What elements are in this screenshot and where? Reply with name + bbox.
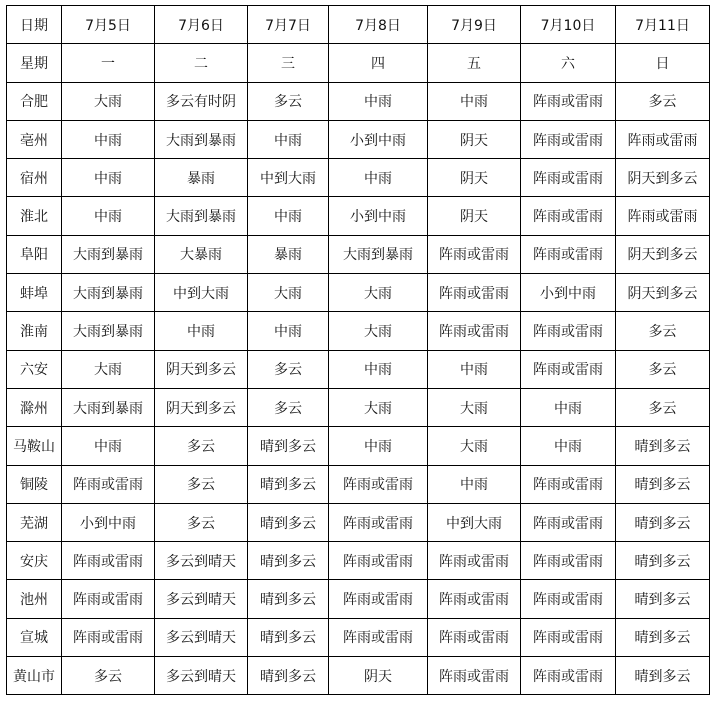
forecast-cell: 阵雨或雷雨 <box>62 465 155 503</box>
forecast-cell: 大雨 <box>329 388 428 426</box>
date-cell: 7月9日 <box>428 6 521 44</box>
forecast-cell: 多云到晴天 <box>155 580 248 618</box>
forecast-cell: 晴到多云 <box>616 580 710 618</box>
forecast-cell: 中雨 <box>62 159 155 197</box>
city-row <box>7 82 710 120</box>
forecast-cell: 多云有时阴 <box>155 82 248 120</box>
city-row <box>7 542 710 580</box>
city-row <box>7 580 710 618</box>
forecast-cell: 阵雨或雷雨 <box>616 197 710 235</box>
forecast-cell: 中雨 <box>248 120 329 158</box>
forecast-cell: 小到中雨 <box>62 503 155 541</box>
forecast-cell: 大雨到暴雨 <box>155 197 248 235</box>
forecast-cell: 中雨 <box>329 159 428 197</box>
weekday-label-cell: 星期 <box>7 44 62 82</box>
forecast-cell: 晴到多云 <box>616 542 710 580</box>
forecast-cell: 大雨 <box>329 312 428 350</box>
forecast-cell: 阵雨或雷雨 <box>62 542 155 580</box>
city-name-cell: 阜阳 <box>7 235 62 273</box>
date-cell: 7月11日 <box>616 6 710 44</box>
forecast-cell: 多云 <box>616 312 710 350</box>
city-name-cell: 宣城 <box>7 618 62 656</box>
forecast-cell: 晴到多云 <box>616 427 710 465</box>
forecast-cell: 阵雨或雷雨 <box>428 312 521 350</box>
forecast-cell: 多云 <box>248 388 329 426</box>
weekday-cell: 日 <box>616 44 710 82</box>
forecast-cell: 中到大雨 <box>428 503 521 541</box>
forecast-cell: 阴天 <box>329 657 428 695</box>
forecast-cell: 多云到晴天 <box>155 618 248 656</box>
forecast-cell: 多云 <box>248 350 329 388</box>
forecast-cell: 大雨 <box>428 388 521 426</box>
forecast-cell: 阴天 <box>428 197 521 235</box>
forecast-cell: 阴天到多云 <box>616 274 710 312</box>
forecast-cell: 大雨 <box>248 274 329 312</box>
forecast-cell: 中雨 <box>62 197 155 235</box>
city-name-cell: 芜湖 <box>7 503 62 541</box>
city-name-cell: 蚌埠 <box>7 274 62 312</box>
weekday-cell: 六 <box>521 44 616 82</box>
forecast-cell: 中雨 <box>428 465 521 503</box>
forecast-cell: 阵雨或雷雨 <box>521 82 616 120</box>
forecast-cell: 中雨 <box>428 350 521 388</box>
city-name-cell: 滁州 <box>7 388 62 426</box>
forecast-cell: 大雨 <box>62 350 155 388</box>
forecast-cell: 阴天到多云 <box>616 235 710 273</box>
date-cell: 7月6日 <box>155 6 248 44</box>
weekday-header-row <box>7 44 710 82</box>
forecast-cell: 阵雨或雷雨 <box>329 542 428 580</box>
city-row <box>7 503 710 541</box>
forecast-cell: 多云 <box>616 388 710 426</box>
forecast-cell: 阵雨或雷雨 <box>521 159 616 197</box>
forecast-cell: 多云 <box>155 465 248 503</box>
forecast-cell: 阵雨或雷雨 <box>616 120 710 158</box>
forecast-cell: 晴到多云 <box>248 503 329 541</box>
city-name-cell: 亳州 <box>7 120 62 158</box>
forecast-cell: 中雨 <box>329 427 428 465</box>
forecast-cell: 大雨到暴雨 <box>62 388 155 426</box>
forecast-cell: 大雨到暴雨 <box>155 120 248 158</box>
forecast-cell: 阴天到多云 <box>616 159 710 197</box>
forecast-cell: 晴到多云 <box>248 580 329 618</box>
forecast-cell: 阵雨或雷雨 <box>521 503 616 541</box>
weekday-cell: 一 <box>62 44 155 82</box>
forecast-cell: 暴雨 <box>248 235 329 273</box>
forecast-cell: 晴到多云 <box>616 618 710 656</box>
city-name-cell: 池州 <box>7 580 62 618</box>
forecast-cell: 阵雨或雷雨 <box>428 618 521 656</box>
forecast-cell: 多云 <box>616 350 710 388</box>
forecast-cell: 阴天 <box>428 159 521 197</box>
forecast-cell: 大雨到暴雨 <box>62 312 155 350</box>
forecast-cell: 阵雨或雷雨 <box>521 657 616 695</box>
forecast-cell: 阵雨或雷雨 <box>428 657 521 695</box>
date-header-row <box>7 6 710 44</box>
forecast-cell: 阵雨或雷雨 <box>521 580 616 618</box>
forecast-cell: 阵雨或雷雨 <box>521 120 616 158</box>
forecast-cell: 暴雨 <box>155 159 248 197</box>
forecast-cell: 小到中雨 <box>521 274 616 312</box>
forecast-cell: 中雨 <box>329 82 428 120</box>
weather-forecast-table <box>6 5 710 695</box>
forecast-cell: 阵雨或雷雨 <box>521 465 616 503</box>
city-name-cell: 铜陵 <box>7 465 62 503</box>
city-row <box>7 159 710 197</box>
forecast-cell: 多云 <box>155 427 248 465</box>
forecast-cell: 大雨到暴雨 <box>62 274 155 312</box>
forecast-cell: 中到大雨 <box>155 274 248 312</box>
forecast-cell: 中雨 <box>521 427 616 465</box>
city-row <box>7 235 710 273</box>
forecast-cell: 晴到多云 <box>248 657 329 695</box>
weekday-cell: 二 <box>155 44 248 82</box>
forecast-cell: 中到大雨 <box>248 159 329 197</box>
forecast-cell: 小到中雨 <box>329 120 428 158</box>
forecast-cell: 阵雨或雷雨 <box>329 618 428 656</box>
forecast-cell: 阵雨或雷雨 <box>521 197 616 235</box>
city-row <box>7 657 710 695</box>
forecast-cell: 阵雨或雷雨 <box>329 580 428 618</box>
forecast-cell: 晴到多云 <box>248 618 329 656</box>
forecast-cell: 中雨 <box>62 427 155 465</box>
forecast-cell: 中雨 <box>62 120 155 158</box>
forecast-cell: 多云 <box>62 657 155 695</box>
city-row <box>7 427 710 465</box>
weekday-cell: 四 <box>329 44 428 82</box>
forecast-cell: 中雨 <box>248 312 329 350</box>
forecast-cell: 阵雨或雷雨 <box>62 580 155 618</box>
forecast-cell: 阵雨或雷雨 <box>329 465 428 503</box>
forecast-cell: 多云 <box>155 503 248 541</box>
forecast-cell: 阵雨或雷雨 <box>428 274 521 312</box>
forecast-cell: 大暴雨 <box>155 235 248 273</box>
forecast-cell: 大雨 <box>428 427 521 465</box>
city-row <box>7 274 710 312</box>
forecast-cell: 多云到晴天 <box>155 542 248 580</box>
city-name-cell: 合肥 <box>7 82 62 120</box>
forecast-cell: 阵雨或雷雨 <box>521 618 616 656</box>
forecast-cell: 阵雨或雷雨 <box>521 235 616 273</box>
forecast-cell: 晴到多云 <box>248 542 329 580</box>
city-row <box>7 388 710 426</box>
date-cell: 7月7日 <box>248 6 329 44</box>
city-name-cell: 淮南 <box>7 312 62 350</box>
date-cell: 7月5日 <box>62 6 155 44</box>
forecast-cell: 阴天到多云 <box>155 350 248 388</box>
city-name-cell: 宿州 <box>7 159 62 197</box>
forecast-cell: 阵雨或雷雨 <box>428 580 521 618</box>
forecast-cell: 阵雨或雷雨 <box>428 235 521 273</box>
forecast-cell: 晴到多云 <box>248 465 329 503</box>
forecast-cell: 大雨 <box>329 274 428 312</box>
date-label-cell: 日期 <box>7 6 62 44</box>
forecast-cell: 晴到多云 <box>248 427 329 465</box>
forecast-cell: 小到中雨 <box>329 197 428 235</box>
forecast-cell: 多云 <box>616 82 710 120</box>
forecast-cell: 阵雨或雷雨 <box>329 503 428 541</box>
forecast-cell: 中雨 <box>155 312 248 350</box>
weekday-cell: 五 <box>428 44 521 82</box>
city-row <box>7 312 710 350</box>
forecast-cell: 中雨 <box>521 388 616 426</box>
forecast-cell: 多云 <box>248 82 329 120</box>
city-name-cell: 安庆 <box>7 542 62 580</box>
city-row <box>7 465 710 503</box>
forecast-table-body <box>7 6 710 695</box>
city-name-cell: 马鞍山 <box>7 427 62 465</box>
forecast-cell: 中雨 <box>329 350 428 388</box>
weekday-cell: 三 <box>248 44 329 82</box>
forecast-cell: 阵雨或雷雨 <box>62 618 155 656</box>
city-row <box>7 120 710 158</box>
forecast-cell: 大雨到暴雨 <box>62 235 155 273</box>
forecast-cell: 阴天到多云 <box>155 388 248 426</box>
forecast-cell: 阵雨或雷雨 <box>521 312 616 350</box>
city-name-cell: 淮北 <box>7 197 62 235</box>
forecast-cell: 中雨 <box>248 197 329 235</box>
forecast-cell: 中雨 <box>428 82 521 120</box>
city-row <box>7 350 710 388</box>
date-cell: 7月8日 <box>329 6 428 44</box>
city-row <box>7 618 710 656</box>
forecast-cell: 晴到多云 <box>616 465 710 503</box>
date-cell: 7月10日 <box>521 6 616 44</box>
forecast-cell: 大雨到暴雨 <box>329 235 428 273</box>
forecast-cell: 大雨 <box>62 82 155 120</box>
forecast-cell: 多云到晴天 <box>155 657 248 695</box>
forecast-cell: 晴到多云 <box>616 503 710 541</box>
city-name-cell: 六安 <box>7 350 62 388</box>
city-name-cell: 黄山市 <box>7 657 62 695</box>
forecast-cell: 阵雨或雷雨 <box>521 542 616 580</box>
forecast-cell: 阵雨或雷雨 <box>428 542 521 580</box>
forecast-cell: 阴天 <box>428 120 521 158</box>
forecast-cell: 晴到多云 <box>616 657 710 695</box>
city-row <box>7 197 710 235</box>
forecast-cell: 阵雨或雷雨 <box>521 350 616 388</box>
